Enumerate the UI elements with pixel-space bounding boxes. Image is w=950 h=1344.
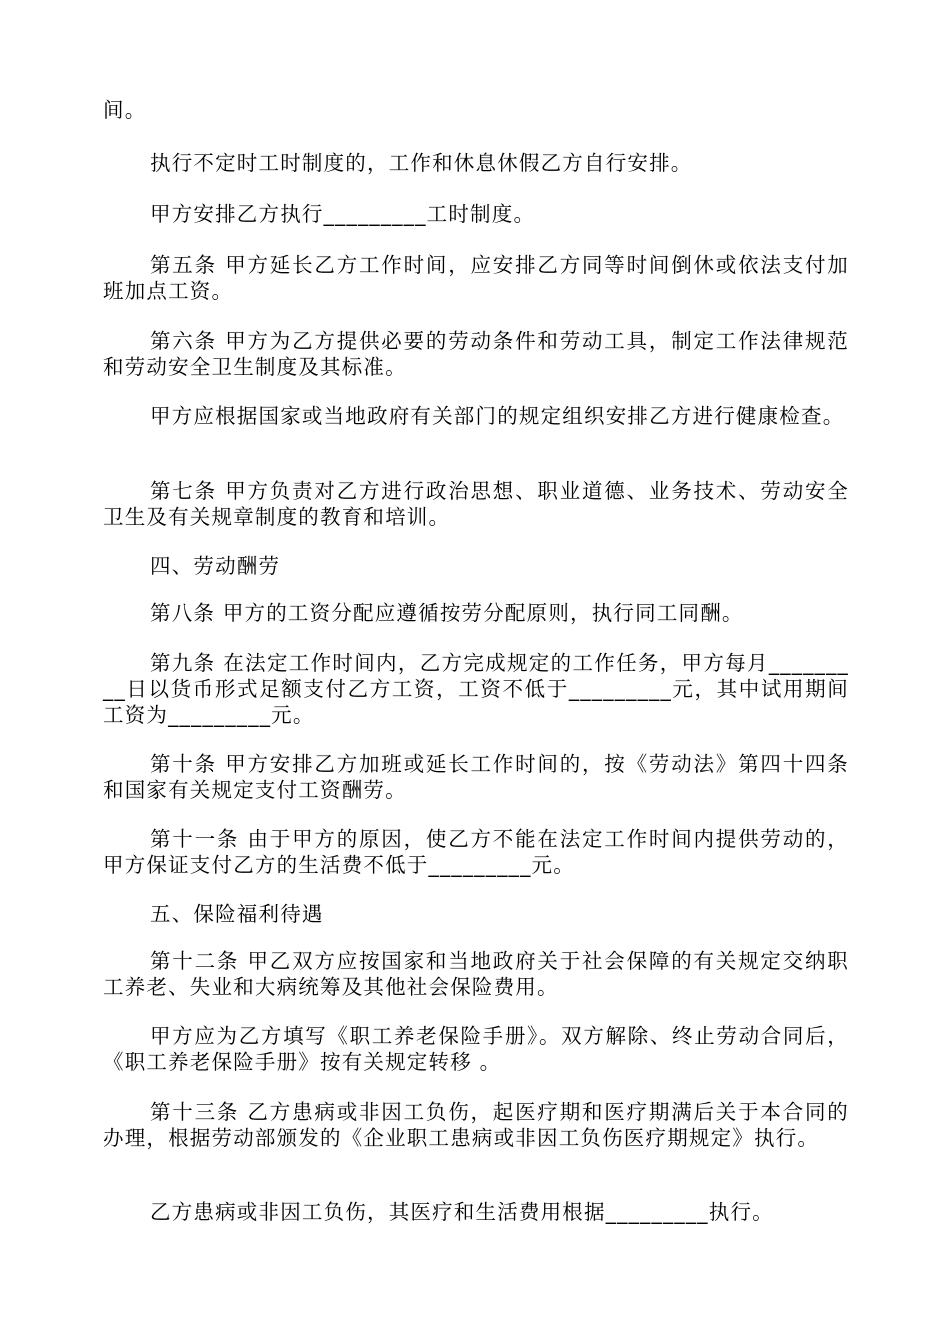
paragraph-work-hour-system: 甲方安排乙方执行_________工时制度。 [150, 202, 536, 226]
article-7: 第七条 甲方负责对乙方进行政治思想、职业道德、业务技术、劳动安全卫生及有关规章制度的教育和培训。 [103, 479, 849, 529]
article-11: 第十一条 由于甲方的原因，使乙方不能在法定工作时间内提供劳动的，甲方保证支付乙方的生活费不低于_________元。 [103, 827, 849, 877]
paragraph-continuation: 间。 [103, 98, 147, 122]
article-9: 第九条 在法定工作时间内，乙方完成规定的工作任务，甲方每月_________日以货币形式足额支付乙方工资，工资不低于_________元，其中试用期间工资为_________元。 [103, 651, 849, 727]
article-8: 第八条 甲方的工资分配应遵循按劳分配原则，执行同工同酬。 [150, 601, 744, 625]
section-heading-remuneration: 四、劳动酬劳 [150, 554, 281, 578]
paragraph-pension-handbook: 甲方应为乙方填写《职工养老保险手册》。双方解除、终止劳动合同后，《职工养老保险手册》按有关规定转移 。 [103, 1024, 849, 1074]
paragraph-medical-costs: 乙方患病或非因工负伤，其医疗和生活费用根据_________执行。 [150, 1200, 774, 1224]
paragraph-flexible-hours: 执行不定时工时制度的，工作和休息休假乙方自行安排。 [150, 151, 693, 175]
section-heading-insurance: 五、保险福利待遇 [150, 902, 324, 926]
article-6: 第六条 甲方为乙方提供必要的劳动条件和劳动工具，制定工作法律规范和劳动安全卫生制度及其标准。 [103, 329, 849, 379]
article-12: 第十二条 甲乙双方应按国家和当地政府关于社会保障的有关规定交纳职工养老、失业和大病统筹及其他社会保险费用。 [103, 949, 849, 999]
article-13: 第十三条 乙方患病或非因工负伤，起医疗期和医疗期满后关于本合同的办理，根据劳动部颁发的《企业职工患病或非因工负伤医疗期规定》执行。 [103, 1100, 849, 1150]
article-10: 第十条 甲方安排乙方加班或延长工作时间的，按《劳动法》第四十四条和国家有关规定支付工资酬劳。 [103, 752, 849, 802]
paragraph-health-check: 甲方应根据国家或当地政府有关部门的规定组织安排乙方进行健康检查。 [150, 404, 845, 428]
article-5: 第五条 甲方延长乙方工作时间，应安排乙方同等时间倒休或依法支付加班加点工资。 [103, 253, 849, 303]
